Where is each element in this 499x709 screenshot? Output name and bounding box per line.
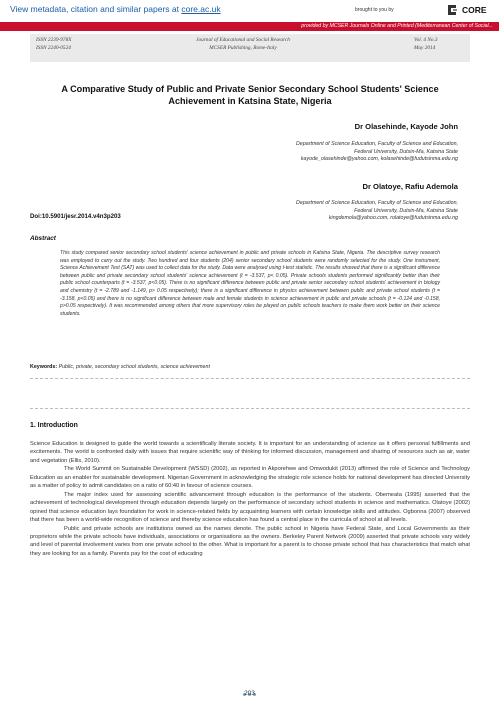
abstract-text: This study compared senior secondary school students' science achievement in public and private schools in Katsina State, Nigeria. The descriptive survey research was employed to carry out the study. Two hundred and four students (204) senior secondary school students were randomly selected for the study. One instrument, Science Achievement Test (SAT) was used to collect data for the study. Data were analysed using t-test statistic. The results showed that there is a significant difference between public and private secondary school students' science achievement (t = -3.537, p< 0.05). Private schools students performed significantly better than their public school counterparts (t = -3.537, p<0.05). There is no significant difference between public and private senior secondary school students' achievement in biology and chemistry (t = -2.789 and -1.149, p> 0.05 respectively); there is a significant difference in physics achievement between public and private school students (t = -3.158, p<0.05) and there is no significant difference between male and female students in science achievement in public and private schools (t = -0.124 and -0.158, p>0.05 respectively). It was recommended among others that more supervisory roles be played on public schools teachers to make them work better on their science students. <box>60 250 440 317</box>
doi[interactable]: Doi:10.5901/jesr.2014.v4n3p203 <box>30 213 121 220</box>
paragraph: The World Summit on Sustainable Development (WSSD) (2002), as reported in Akporehwe and Omwodukit (2013) affirmed the role of Science and Technology Education as an enabler for sustainable development. Nigerian Government in acknowledging the strategic role science holds for national development has directed University as a matter of policy to admit candidates on a ratio of 60:40 in favour of science courses. <box>30 466 470 490</box>
author-1-affiliation <box>118 141 458 164</box>
page-number: 203 <box>244 690 255 697</box>
author-1-email[interactable]: kayode_olasehinde@yahoo.com, kolasehinde@fudutsinma.edu.ng <box>300 156 458 163</box>
section-heading: 1. Introduction <box>30 422 78 429</box>
body-text <box>30 440 470 558</box>
issue-date: May 2014 <box>414 44 436 51</box>
separator-1 <box>30 378 470 379</box>
author-1-affil-line-2: Federal University, Dutsin-Ma, Katsina State <box>354 148 458 155</box>
issn-block <box>36 37 71 52</box>
journal-name: Journal of Educational and Social Research <box>196 37 290 43</box>
title-line-1: A Comparative Study of Public and Private Senior Secondary School Students' Science <box>61 84 439 94</box>
core-logo-icon[interactable] <box>445 3 459 17</box>
author-2-affiliation <box>118 200 458 223</box>
paragraph: The major index used for assessing scientific advancement through education is the performance of the students. Obemeata (1995) asserted that the achievement of technological development through education depends largely on the performance of secondary school students in science and mathematics. Olatoye (2002) opined that science education lays foundation for work in science-related fields by acquainting learners with certain knowledge skills and attitudes. Ogbonna (2007) observed that there has been a world-wide recognition of science and thereby science education has found a central place in the curricula of school at all levels. <box>30 491 470 524</box>
paragraph: Science Education is designed to guide the world towards a scientifically literate society. It is important for an understanding of science as it offers personal fulfillments and excitements. The world is confronted daily with issues that require scientific way of thinking for informed discussion, management and sharing of resources such as air, water and vegetation (Ellis, 2010). <box>30 441 470 464</box>
author-2-affil-line-2: Federal University, Dutsin-Ma, Katsina State <box>354 207 458 214</box>
publisher: MCSER Publishing, Rome-Italy <box>209 44 277 51</box>
provider-bar <box>0 22 499 31</box>
keywords-text: Public, private, secondary school students, science achievement <box>58 364 210 370</box>
author-2-name: Dr Olatoye, Rafiu Ademola <box>362 182 458 191</box>
issn-print: ISSN 2239-978X <box>36 37 72 43</box>
paper-title <box>40 83 460 107</box>
issn-online: ISSN 2240-0524 <box>36 44 71 51</box>
volume-block <box>414 37 470 52</box>
metadata-prefix: View metadata, citation and similar papers at <box>10 4 182 14</box>
journal-info <box>178 37 308 52</box>
provider-text[interactable]: provided by MCSER Journals Online and Printed (Mediterranean Center of Social... <box>301 23 493 29</box>
paragraph: Public and private schools are institutions owned as the names denote. The public school in Nigeria have Federal State, and Local Governments as their proprietors while the private schools have individuals, associations or organisations as the owners. Berkeley Parent Network (2009) asserted that private schools vary widely and level of parental involvement varies from one private school to the other. What is important for a parent is to choose private school that has characteristics that match what they are looking for as a family. Parents pay for the cost of educating <box>30 525 470 557</box>
author-2-email[interactable]: kingdemola@yahoo.com, rolatoye@fudutsinma.edu.ng <box>328 215 458 222</box>
keywords-label: Keywords: <box>30 364 58 370</box>
volume: Vol. 4 No.3 <box>414 37 438 43</box>
separator-2 <box>30 408 470 409</box>
core-ac-uk-link[interactable]: core.ac.uk <box>181 4 221 14</box>
author-1-affil-line-1: Department of Science Education, Faculty of Science and Education, <box>296 141 458 147</box>
abstract-heading: Abstract <box>30 235 56 242</box>
author-1-name: Dr Olasehinde, Kayode John <box>354 122 458 131</box>
brought-to-you-label: brought to you by <box>355 7 394 13</box>
author-2-affil-line-1: Department of Science Education, Faculty of Science and Education, <box>296 200 458 206</box>
keywords-line <box>30 364 210 370</box>
title-line-2: Achievement in Katsina State, Nigeria <box>168 96 332 106</box>
core-top-bar <box>0 0 499 23</box>
core-logo-text[interactable]: CORE <box>462 5 487 15</box>
metadata-link[interactable] <box>10 4 221 14</box>
